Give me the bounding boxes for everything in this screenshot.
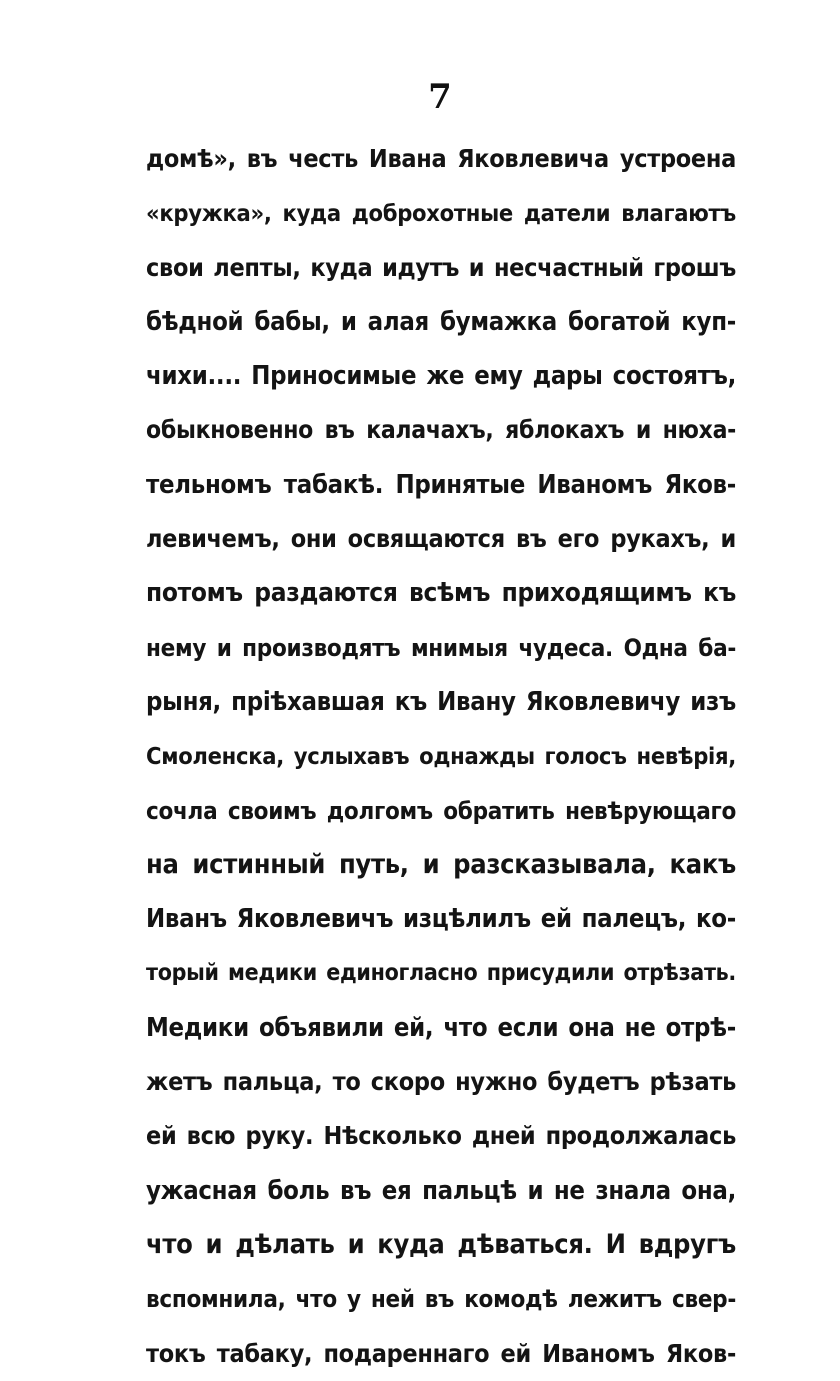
text-line: чихи.... Приносимые же ему дары состоятъ, xyxy=(146,361,736,392)
text-line: жетъ пальца, то скоро нужно будетъ рѣзать xyxy=(146,1067,736,1097)
text-line: ей всю руку. Нѣсколько дней продолжалась xyxy=(146,1121,736,1151)
body-text xyxy=(146,132,736,1381)
text-line: ужасная боль въ ея пальцѣ и не знала она, xyxy=(146,1175,736,1206)
text-line: потомъ раздаются всѣмъ приходящимъ къ xyxy=(146,578,736,609)
text-line: домѣ», въ честь Ивана Яковлевича устроена xyxy=(146,144,736,173)
page-number: 7 xyxy=(428,77,452,117)
text-line: что и дѣлать и куда дѣваться. И вдругъ xyxy=(146,1228,736,1260)
text-line: токъ табаку, подареннаго ей Иваномъ Яков- xyxy=(146,1338,736,1368)
text-line: «кружка», куда доброхотные датели влагаютъ xyxy=(146,199,736,228)
text-line: на истинный путь, и разсказывала, какъ xyxy=(146,848,736,880)
text-line: свои лепты, куда идутъ и несчастный грошъ xyxy=(146,252,736,282)
text-line: обыкновенно въ калачахъ, яблокахъ и нюха- xyxy=(146,415,736,445)
text-line: левичемъ, они освящаются въ его рукахъ, и xyxy=(146,524,736,554)
text-line: нему и производятъ мнимыя чудеса. Одна ба- xyxy=(146,633,736,662)
text-line: Смоленска, услыхавъ однажды голосъ невѣрія, xyxy=(146,742,736,771)
text-line: вспомнила, что у ней въ комодѣ лежитъ свер- xyxy=(146,1285,736,1314)
text-line: Медики объявили ей, что если она не отрѣ- xyxy=(146,1012,736,1043)
text-line: торый медики единогласно присудили отрѣзать. xyxy=(146,960,736,987)
text-line: бѣдной бабы, и алая бумажка богатой куп- xyxy=(146,306,736,337)
text-line: Иванъ Яковлевичъ изцѣлилъ ей палецъ, ко- xyxy=(146,904,736,935)
text-line: рыня, пріѣхавшая къ Ивану Яковлевичу изъ xyxy=(146,686,736,717)
text-line: сочла своимъ долгомъ обратить невѣрующаго xyxy=(146,796,736,825)
text-line: тельномъ табакѣ. Принятые Иваномъ Яков- xyxy=(146,469,736,500)
